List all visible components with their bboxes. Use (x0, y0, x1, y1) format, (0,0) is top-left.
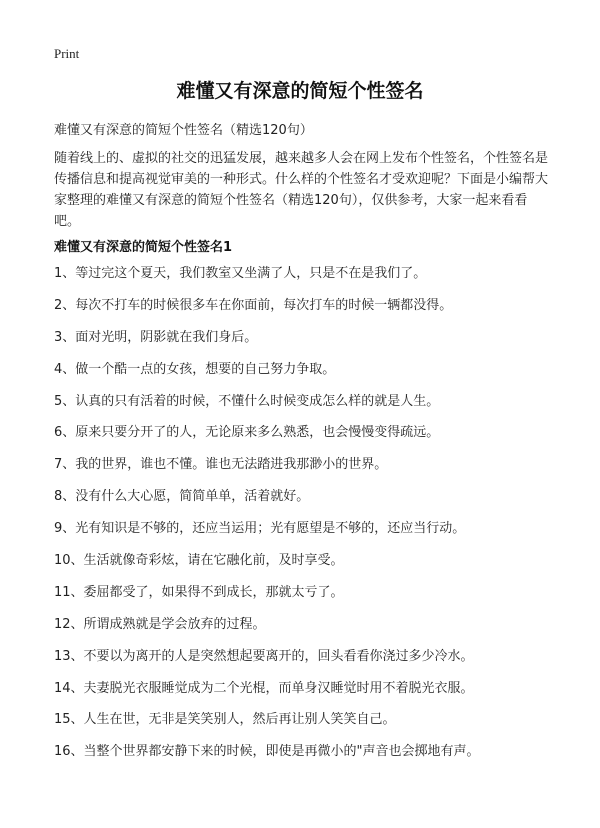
list-item: 13、不要以为离开的人是突然想起要离开的，回头看看你浇过多少冷水。 (54, 648, 474, 664)
subtitle: 难懂又有深意的简短个性签名（精选120句） (54, 123, 313, 138)
list-item: 5、认真的只有活着的时候，不懂什么时候变成怎么样的就是人生。 (54, 393, 440, 409)
list-item: 6、原来只要分开了的人，无论原来多么熟悉，也会慢慢变得疏远。 (54, 425, 440, 441)
list-item: 4、做一个酷一点的女孩，想要的自己努力争取。 (54, 361, 336, 377)
list-item: 15、人生在世，无非是笑笑别人，然后再让别人笑笑自己。 (54, 712, 396, 728)
list-item: 3、面对光明，阴影就在我们身后。 (54, 329, 258, 345)
intro-paragraph: 随着线上的、虚拟的社交的迅猛发展，越来越多人会在网上发布个性签名，个性签名是传播信息和提高视觉审美的一种形式。什么样的个性签名才受欢迎呢？下面是小编帮大家整理的难懂又有深意的简短个性签名（精选120句），仅供参考，大家一起来看看吧。 (54, 151, 549, 229)
list-item: 11、委屈都受了，如果得不到成长，那就太亏了。 (54, 584, 344, 600)
page-title: 难懂又有深意的简短个性签名 (176, 80, 424, 102)
list-item: 9、光有知识是不够的，还应当运用；光有愿望是不够的，还应当行动。 (54, 521, 466, 537)
list-item: 12、所谓成熟就是学会放弃的过程。 (54, 616, 266, 632)
list-item: 1、等过完这个夏天，我们教室又坐满了人，只是不在是我们了。 (54, 266, 427, 281)
list-item: 7、我的世界，谁也不懂。谁也无法踏进我那渺小的世界。 (54, 457, 388, 473)
list-item: 2、每次不打车的时候很多车在你面前，每次打车的时候一辆都没得。 (54, 297, 453, 313)
list-item: 8、没有什么大心愿，简简单单，活着就好。 (54, 489, 310, 505)
list-item: 10、生活就像奇彩炫，请在它融化前，及时享受。 (54, 553, 344, 569)
signature-list (54, 264, 574, 774)
print-link[interactable]: Print (54, 46, 80, 61)
section-heading: 难懂又有深意的简短个性签名1 (54, 240, 233, 255)
list-item: 14、夫妻脱光衣服睡觉成为二个光棍，而单身汉睡觉时用不着脱光衣服。 (54, 680, 474, 696)
list-item: 16、当整个世界都安静下来的时候，即使是再微小的"声音也会掷地有声。 (54, 744, 480, 760)
